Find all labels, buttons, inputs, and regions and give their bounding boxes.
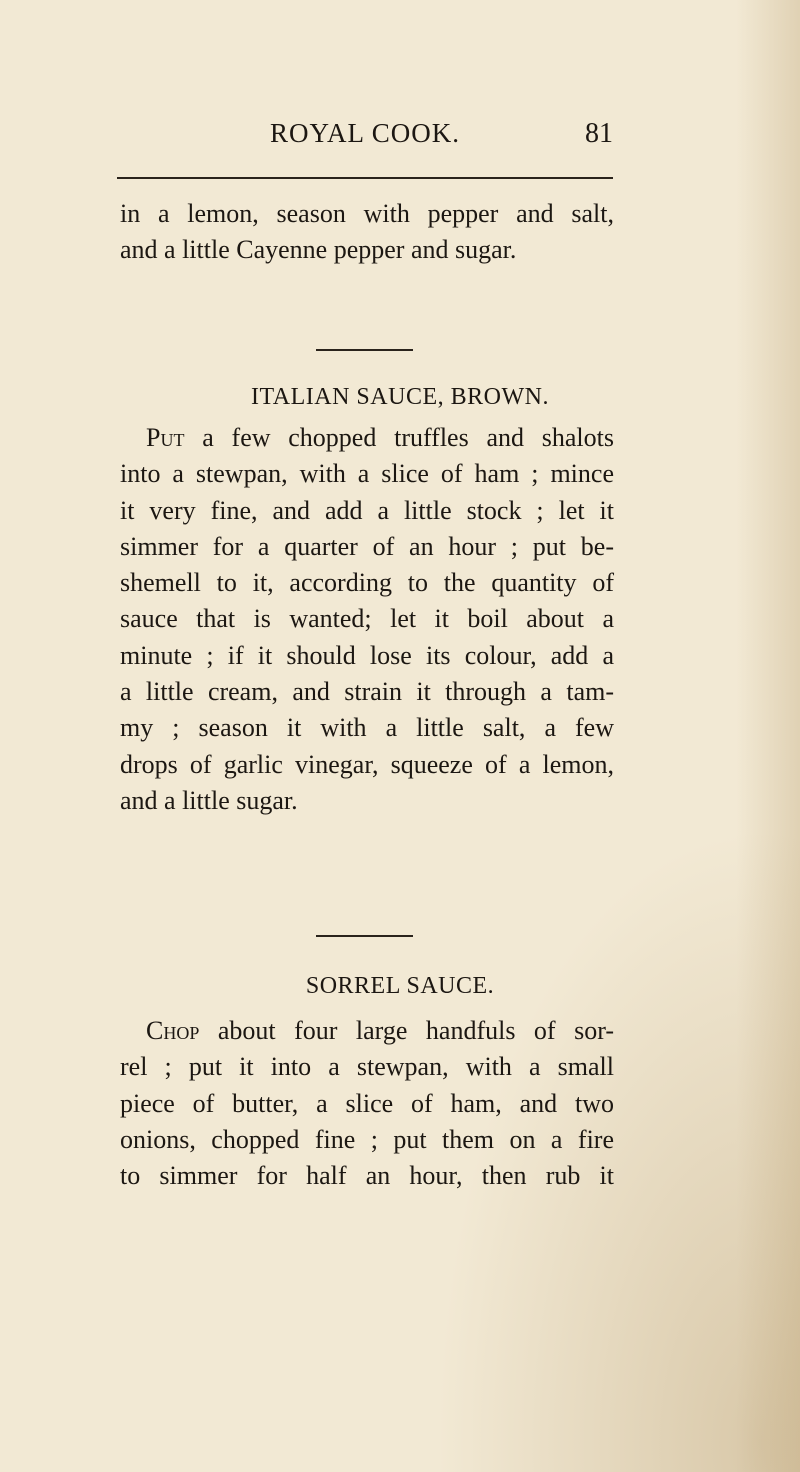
text-line: it very fine, and add a little stock ; let it bbox=[120, 495, 614, 525]
text-line bbox=[120, 1013, 614, 1049]
running-title: ROYAL COOK. bbox=[269, 118, 460, 148]
text-line: rel ; put it into a stewpan, with a small bbox=[120, 1052, 614, 1082]
recipe-title: ITALIAN SAUCE, BROWN. bbox=[251, 384, 549, 410]
text-line: onions, chopped fine ; put them on a fire bbox=[120, 1124, 614, 1154]
text-line: to simmer for half an hour, then rub it bbox=[120, 1161, 614, 1191]
text-line: shemell to it, according to the quantity of bbox=[120, 568, 614, 598]
text-line: into a stewpan, with a slice of ham ; mince bbox=[120, 459, 614, 489]
text-line: in a lemon, season with pepper and salt, bbox=[120, 199, 614, 228]
text-line: and a little Cayenne pepper and sugar. bbox=[120, 235, 517, 265]
header-rule bbox=[117, 177, 613, 179]
section-divider bbox=[316, 349, 413, 351]
italian-sauce-paragraph bbox=[120, 420, 614, 819]
text-line: a little cream, and strain it through a tam- bbox=[120, 677, 614, 707]
text-line: sauce that is wanted; let it boil about a bbox=[120, 604, 614, 634]
text-line: minute ; if it should lose its colour, add a bbox=[120, 640, 614, 670]
sorrel-sauce-paragraph bbox=[120, 1013, 614, 1194]
text-line: simmer for a quarter of an hour ; put be- bbox=[120, 531, 614, 561]
running-head bbox=[117, 118, 613, 158]
continuation-paragraph bbox=[120, 196, 614, 269]
page-number: 81 bbox=[585, 118, 613, 149]
text-line: drops of garlic vinegar, squeeze of a lemon, bbox=[120, 749, 614, 779]
text-fragment: about four large handfuls of sor- bbox=[199, 1016, 614, 1045]
section-divider bbox=[316, 935, 413, 937]
lead-word: Chop bbox=[146, 1016, 200, 1045]
text-line: my ; season it with a little salt, a few bbox=[120, 713, 614, 743]
recipe-title: SORREL SAUCE. bbox=[305, 973, 495, 999]
text-line bbox=[120, 420, 614, 456]
lead-word: Put bbox=[146, 423, 185, 452]
text-fragment: a few chopped truffles and shalots bbox=[184, 423, 614, 452]
text-line: and a little sugar. bbox=[120, 785, 298, 815]
text-line: piece of butter, a slice of ham, and two bbox=[120, 1088, 614, 1118]
